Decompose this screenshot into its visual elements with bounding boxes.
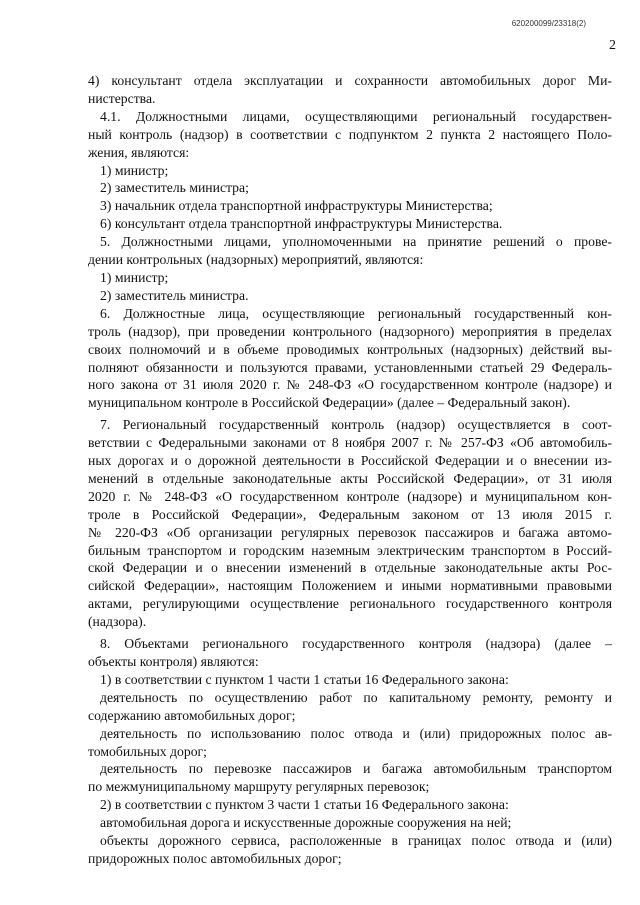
- text-line: 7. Региональный государственный контроль (надзор) осуществляется в соот-: [100, 417, 612, 433]
- paragraph: [88, 416, 612, 631]
- text-line: полняют обязанности и пользуются правами, установленными статьей 29 Федераль-: [88, 359, 612, 375]
- paragraph: [88, 832, 612, 868]
- list-item: 3) начальник отдела транспортной инфраструктуры Министерства;: [100, 198, 493, 214]
- text-line: объекты дорожного сервиса, расположенные в границах полос отвода и (или): [100, 833, 612, 849]
- text-line: 8. Объектами регионального государственного контроля (надзора) (далее –: [100, 636, 612, 652]
- text-line: томобильных дорог;: [88, 743, 207, 759]
- text-line: деятельность по осуществлению работ по капитальному ремонту, ремонту и: [100, 689, 612, 705]
- text-line: по межмуниципальному маршруту регулярных перевозок;: [88, 779, 430, 795]
- paragraph: [88, 760, 612, 796]
- text-line: троле в Российской Федерации», Федеральным законом от 13 июля 2015 г.: [88, 506, 612, 522]
- text-line: 4) консультант отдела эксплуатации и сохранности автомобильных дорог Ми-: [88, 73, 612, 88]
- text-line: ветствии с Федеральными законами от 8 ноября 2007 г. № 257-ФЗ «Об автомобиль-: [88, 435, 612, 451]
- text-line: ного закона от 31 июля 2020 г. № 248-ФЗ «О государственном контроле (надзоре) и: [88, 377, 612, 393]
- list-item: 2) заместитель министра;: [100, 180, 249, 196]
- list-item: 2) в соответствии с пунктом 3 части 1 статьи 16 Федерального закона:: [100, 797, 509, 813]
- text-line: (надзора).: [88, 614, 147, 630]
- paragraph: [88, 635, 612, 671]
- document-code: 620200099/23318(2): [511, 19, 586, 28]
- text-line: 6. Должностные лица, осуществляющие региональный государственный кон-: [100, 305, 612, 321]
- text-line: деятельность по использованию полос отвода и (или) придорожных полос ав-: [100, 725, 612, 741]
- text-line: придорожных полос автомобильных дорог;: [88, 850, 342, 866]
- paragraph: [88, 108, 612, 162]
- text-line: троль (надзор), при проведении контрольного (надзорного) мероприятия в пределах: [88, 323, 612, 339]
- text-line: деятельность по перевозке пассажиров и багажа автомобильным транспортом: [100, 761, 612, 777]
- text-line: своих полномочий и в объеме проводимых контрольных (надзорных) действий вы-: [88, 341, 612, 357]
- text-line: актами, регулирующими осуществление регионального государственного контроля: [88, 596, 612, 612]
- text-line: дении контрольных (надзорных) мероприятий, являются:: [88, 252, 424, 268]
- list-item: 1) министр;: [100, 162, 169, 178]
- text-line: нистерства.: [88, 90, 156, 106]
- paragraph: [88, 305, 612, 412]
- list-item: 6) консультант отдела транспортной инфраструктуры Министерства.: [100, 216, 503, 232]
- text-line: ный контроль (надзор) в соответствии с подпунктом 2 пункта 2 настоящего Поло-: [88, 126, 612, 142]
- text-line: содержанию автомобильных дорог;: [88, 707, 296, 723]
- text-line: сийской Федерации», настоящим Положением и иными нормативными правовыми: [88, 578, 612, 594]
- list-item: автомобильная дорога и искусственные дорожные сооружения на ней;: [100, 815, 512, 831]
- text-line: 2020 г. № 248-ФЗ «О государственном контроле (надзоре) и муниципальном кон-: [88, 488, 612, 504]
- text-line: 5. Должностными лицами, уполномоченными на принятие решений о прове-: [100, 234, 612, 250]
- paragraph: [88, 725, 612, 761]
- text-line: муниципальном контроле в Российской Федерации» (далее – Федеральный закон).: [88, 395, 571, 411]
- list-item: 2) заместитель министра.: [100, 287, 249, 303]
- document-body: [88, 72, 612, 868]
- text-line: ных дорогах и о дорожной деятельности в Российской Федерации и о внесении из-: [88, 453, 612, 469]
- text-line: объекты контроля) являются:: [88, 654, 259, 669]
- list-item: 1) в соответствии с пунктом 1 части 1 статьи 16 Федерального закона:: [100, 671, 509, 687]
- paragraph: [88, 233, 612, 269]
- text-line: жения, являются:: [88, 144, 190, 160]
- page-number: 2: [609, 38, 616, 53]
- paragraph: [88, 72, 612, 108]
- text-line: бильным транспортом и городским наземным электрическим транспортом в Россий-: [88, 542, 612, 558]
- text-line: менений в отдельные законодательные акты Российской Федерации», от 31 июля: [88, 470, 612, 486]
- text-line: № 220-ФЗ «Об организации регулярных перевозок пассажиров и багажа автомо-: [88, 524, 612, 540]
- text-line: ской Федерации и о внесении изменений в отдельные законодательные акты Рос-: [88, 560, 612, 576]
- list-item: 1) министр;: [100, 269, 169, 285]
- paragraph: [88, 689, 612, 725]
- text-line: 4.1. Должностными лицами, осуществляющими региональный государствен-: [100, 108, 612, 124]
